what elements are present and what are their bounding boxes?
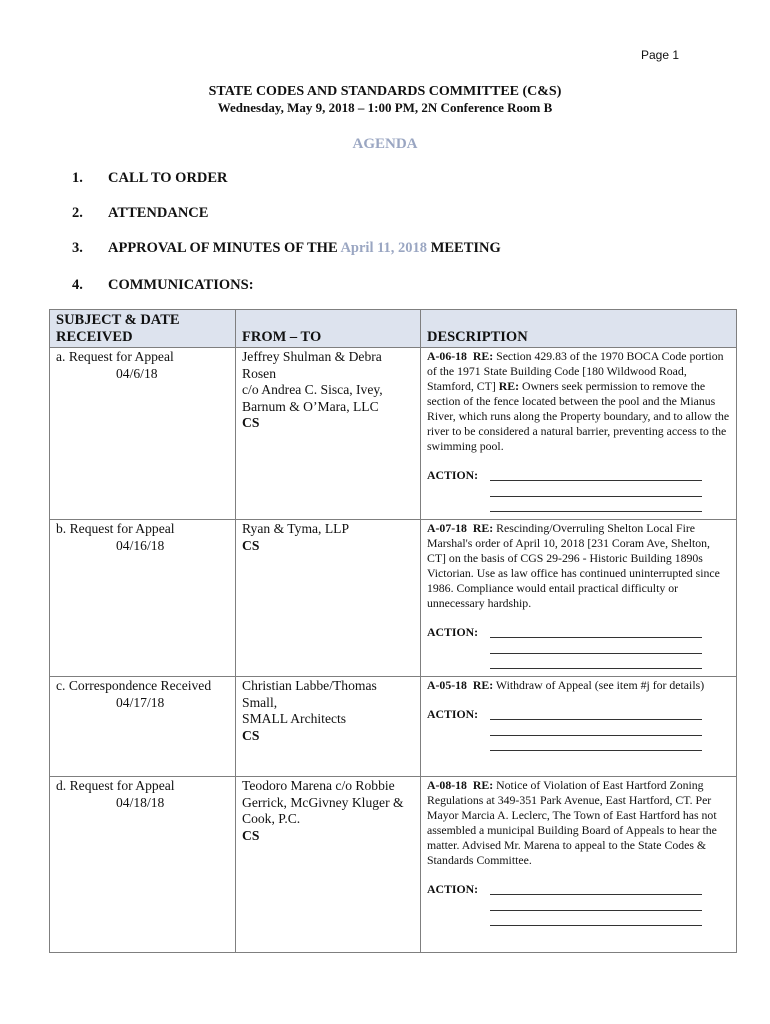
cs-recipient: CS: [242, 827, 260, 843]
description-text: [427, 521, 730, 611]
cs-recipient: CS: [242, 537, 260, 553]
table-row: [50, 777, 737, 953]
cs-recipient: CS: [242, 727, 260, 743]
agenda-item-number: 1.: [72, 170, 83, 186]
action-block: [427, 707, 730, 751]
meeting-datetime: Wednesday, May 9, 2018 – 1:00 PM, 2N Conference Room B: [217, 100, 553, 115]
action-blank-line: [490, 750, 702, 751]
action-blank-line: [490, 653, 702, 654]
from-line: Jeffrey Shulman & Debra Rosen: [242, 349, 382, 381]
re-label: RE:: [498, 379, 520, 393]
received-date: 04/6/18: [116, 365, 158, 381]
agenda-item-text: APPROVAL OF MINUTES OF THE: [108, 240, 341, 256]
description-text: [427, 778, 730, 868]
cs-recipient: CS: [242, 415, 260, 430]
re-label: RE:: [472, 678, 494, 692]
description-header: [420, 310, 736, 348]
received-date: 04/18/18: [116, 794, 165, 810]
table-header-row: [50, 310, 737, 348]
from-line: Cook, P.C.: [242, 811, 301, 826]
subject-text: b. Request for Appeal: [56, 521, 175, 536]
agenda-item-text: COMMUNICATIONS:: [108, 277, 254, 293]
received-date: 04/17/18: [116, 694, 165, 710]
from-to-cell: [236, 677, 421, 777]
re-label: RE:: [472, 521, 494, 535]
description-text: [427, 678, 730, 693]
from-line: SMALL Architects: [242, 711, 347, 726]
action-label: ACTION:: [426, 707, 479, 721]
agenda-item-text: CALL TO ORDER: [108, 170, 228, 186]
action-blank-line: [490, 480, 702, 481]
description-cell: [420, 348, 736, 520]
action-blank-line: [490, 925, 702, 926]
action-blank-line: [490, 894, 702, 895]
subject-cell: [50, 348, 236, 520]
agenda-item-text: MEETING: [427, 240, 501, 256]
page-number: Page 1: [641, 48, 680, 62]
agenda-item-communications: [72, 277, 254, 294]
description-body: Notice of Violation of East Hartford Zoning Regulations at 349-351 Park Avenue, East Hartford, CT. Per Mayor Marcia A. Leclerc, The Town of East Hartford has not assembled a municipal Building Board of Appeals to hear the matter. Advised Mr. Marena to appeal to the State Codes & Standards Committee.: [426, 778, 717, 867]
subject-text: d. Request for Appeal: [56, 778, 175, 793]
action-blank-line: [490, 496, 702, 497]
action-block: [427, 882, 730, 926]
from-to-cell: [236, 348, 421, 520]
description-header-text: DESCRIPTION: [426, 329, 528, 345]
action-blank-line: [490, 735, 702, 736]
description-cell: [420, 677, 736, 777]
table-row: [50, 677, 737, 777]
description-text: [427, 349, 730, 454]
appeal-reference: A-07-18: [426, 521, 467, 535]
subject-text: c. Correspondence Received: [56, 678, 212, 693]
agenda-item-number: 4.: [72, 277, 83, 293]
re-label: RE:: [472, 349, 494, 363]
subject-header-line: SUBJECT & DATE: [56, 312, 180, 328]
committee-title: STATE CODES AND STANDARDS COMMITTEE (C&S): [208, 84, 562, 99]
from-line: Teodoro Marena c/o Robbie: [242, 778, 395, 793]
agenda-item-approval-of-minutes: [72, 240, 501, 257]
subject-cell: [50, 520, 236, 677]
from-line: Gerrick, McGivney Kluger &: [242, 794, 404, 810]
appeal-reference: A-05-18: [426, 678, 467, 692]
from-to-cell: [236, 777, 421, 953]
appeal-reference: A-06-18: [426, 349, 467, 363]
description-body: Rescinding/Overruling Shelton Local Fire Marshal's order of April 10, 2018 [231 Coram Ave, Shelton, CT] on the basis of CGS 29-296 - Historic Building 1890s Victorian. Use as law office has continued uninterrupted since 1986. Compliance would entail practical difficulty or unnecessary hardship.: [426, 521, 720, 610]
from-line: Christian Labbe/Thomas Small,: [242, 678, 377, 710]
action-blank-line: [490, 668, 702, 669]
communications-table: [49, 309, 737, 953]
description-cell: [420, 520, 736, 677]
action-blank-line: [490, 910, 702, 911]
appeal-reference: A-08-18: [426, 778, 467, 792]
agenda-item-attendance: [72, 205, 208, 222]
action-blank-line: [490, 719, 702, 720]
subject-date-header: [50, 310, 236, 348]
action-block: [427, 468, 730, 512]
action-blank-line: [490, 637, 702, 638]
description-body: Withdraw of Appeal (see item #j for details): [493, 678, 705, 692]
from-to-header: [236, 310, 421, 348]
agenda-heading: AGENDA: [352, 136, 418, 152]
description-body: Section 429.83 of the 1970 BOCA Code portion of the 1971 State Building Code [180 Wildwood Road, Stamford, CT]: [426, 349, 724, 393]
subject-text: a. Request for Appeal: [56, 349, 174, 364]
agenda-item-text: ATTENDANCE: [108, 205, 209, 221]
description-cell: [420, 777, 736, 953]
table-row: [50, 520, 737, 677]
description-body: Owners seek permission to remove the section of the fence located between the pool and the Mianus River, which runs along the Property boundary, and to allow the river to be considered a natural barrier, preventing access to the swimming pool.: [426, 379, 730, 453]
re-label: RE:: [472, 778, 494, 792]
from-line: Ryan & Tyma, LLP: [242, 521, 350, 536]
table-row: [50, 348, 737, 520]
action-label: ACTION:: [426, 468, 479, 482]
action-block: [427, 625, 730, 669]
minutes-date: April 11, 2018: [340, 240, 428, 256]
action-blank-line: [490, 511, 702, 512]
agenda-item-call-to-order: [72, 170, 228, 187]
action-label: ACTION:: [426, 882, 479, 896]
from-line: c/o Andrea C. Sisca, Ivey,: [242, 382, 383, 397]
agenda-item-number: 2.: [72, 205, 83, 221]
from-to-header-text: FROM – TO: [242, 329, 322, 345]
subject-cell: [50, 677, 236, 777]
received-header-line: RECEIVED: [56, 329, 133, 345]
from-line: Barnum & O’Mara, LLC: [242, 398, 379, 414]
received-date: 04/16/18: [116, 537, 165, 553]
agenda-item-number: 3.: [72, 240, 83, 256]
action-label: ACTION:: [426, 625, 479, 639]
from-to-cell: [236, 520, 421, 677]
subject-cell: [50, 777, 236, 953]
